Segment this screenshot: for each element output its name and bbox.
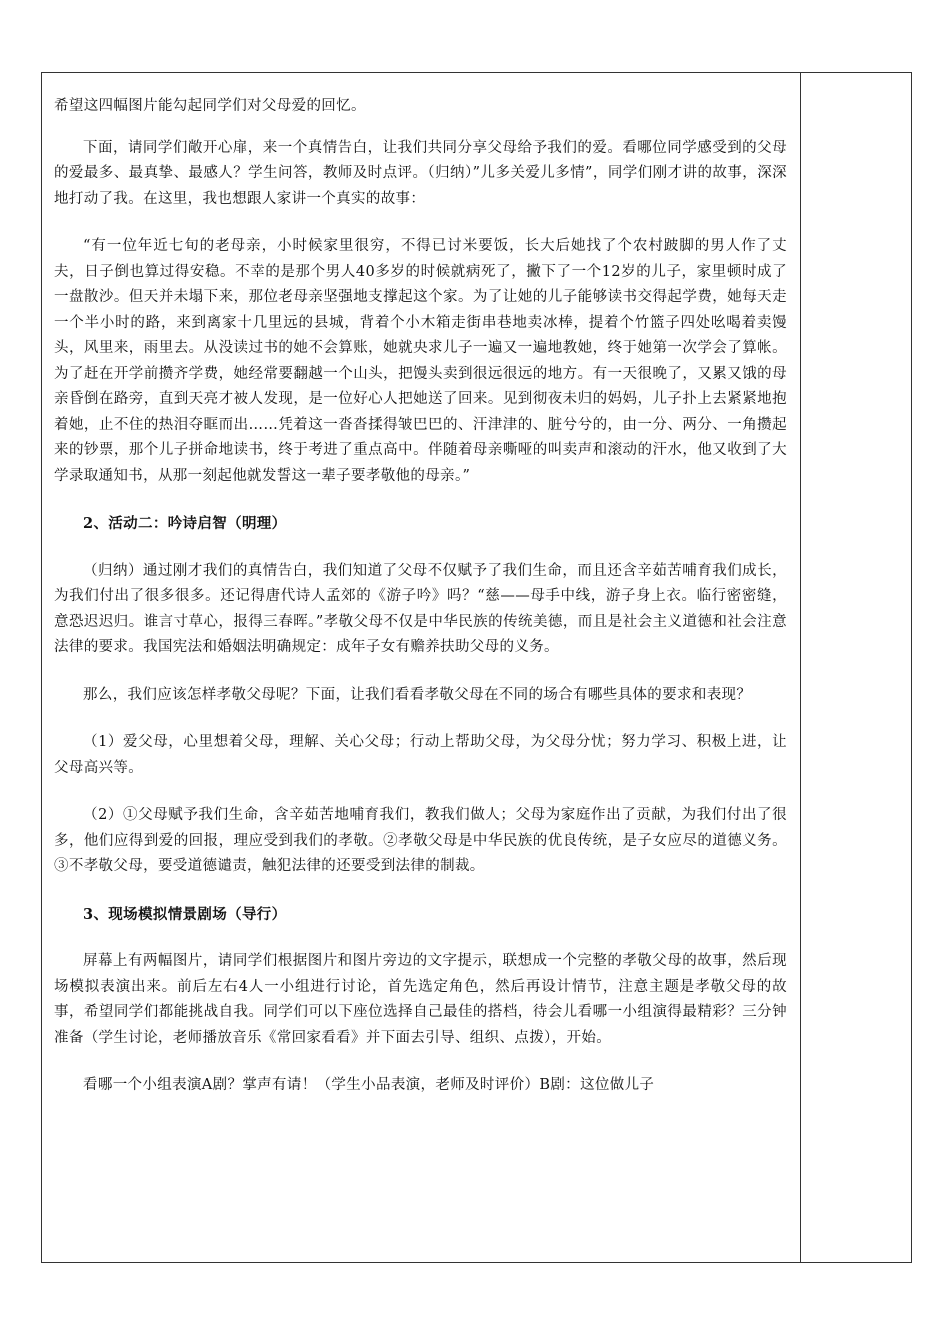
lesson-content [54,94,787,1099]
paragraph-share: 下面，请同学们敞开心扉，来一个真情告白，让我们共同分享父母给予我们的爱。看哪位同学感受到的父母的爱最多、最真挚、最感人？学生问答，教师及时点评。（归纳）”儿多关爱儿多情”，同学们刚才讲的故事，深深地打动了我。在这里，我也想跟人家讲一个真实的故事： [54,139,787,207]
paragraph-story: “有一位年近七旬的老母亲，小时候家里很穷，不得已讨米要饭，长大后她找了个农村跛脚的男人作了丈夫，日子倒也算过得安稳。不幸的是那个男人40多岁的时候就病死了，撇下了一个12岁的儿子，家里顿时成了一盘散沙。但天并未塌下来，那位老母亲坚强地支撑起这个家。为了让她的儿子能够读书交得起学费，她每天走一个半小时的路，来到离家十几里远的县城，背着个小木箱走街串巷地卖冰棒，提着个竹篮子四处吆喝着卖馒头，风里来，雨里去。从没读过书的她不会算账，她就央求儿子一遍又一遍地教她，终于她第一次学会了算帐。为了赶在开学前攒齐学费，她经常要翻越一个山头，把馒头卖到很远很远的地方。有一天很晚了，又累又饿的母亲昏倒在路旁，直到天亮才被人发现，是一位好心人把她送了回来。见到彻夜未归的妈妈，儿子扑上去紧紧地抱着她，止不住的热泪夺眶而出……凭着这一沓沓揉得皱巴巴的、汗津津的、脏兮兮的，由一分、两分、一角攒起来的钞票，那个儿子拼命地读书，终于考进了重点高中。伴随着母亲嘶哑的叫卖声和滚动的汗水，他又收到了大学录取通知书，从那一刻起他就发誓这一辈子要孝敬他的母亲。” [54,238,787,484]
paragraph-roleplay: 屏幕上有两幅图片，请同学们根据图片和图片旁边的文字提示，联想成一个完整的孝敬父母的故事，然后现场模拟表演出来。前后左右4人一小组进行讨论，首先选定角色，然后再设计情节，注意主题是孝敬父母的故事，希望同学们都能挑战自我。同学们可以下座位选择自己最佳的搭档，待会儿看哪一小组演得最精彩？三分钟准备（学生讨论，老师播放音乐《常回家看看》并下面去引导、组织、点拨），开始。 [54,953,787,1046]
paragraph-point-2: （2）①父母赋予我们生命，含辛茹苦地哺育我们，教我们做人；父母为家庭作出了贡献，为我们付出了很多，他们应得到爱的回报，理应受到我们的孝敬。②孝敬父母是中华民族的优良传统，是子女应尽的道德义务。③不孝敬父母，要受道德谴责，触犯法律的还要受到法律的制裁。 [54,807,787,874]
paragraph-intro: 希望这四幅图片能勾起同学们对父母爱的回忆。 [54,98,366,114]
paragraph-point-1: （1）爱父母，心里想着父母，理解、关心父母；行动上帮助父母，为父母分忧；努力学习、积极上进，让父母高兴等。 [54,734,787,776]
paragraph-performance: 看哪一个小组表演A剧？掌声有请！（学生小品表演，老师及时评价）B剧：这位做儿子 [83,1077,655,1093]
paragraph-question: 那么，我们应该怎样孝敬父母呢？下面，让我们看看孝敬父母在不同的场合有哪些具体的要求和表现？ [83,686,752,703]
lesson-table [41,72,912,1263]
heading-activity-2: 2、活动二：吟诗启智（明理） [83,515,287,532]
notes-column [801,73,911,1262]
paragraph-summary: （归纳）通过刚才我们的真情告白，我们知道了父母不仅赋予了我们生命，而且还含辛茹苦哺育我们成长，为我们付出了很多很多。还记得唐代诗人孟郊的《游子吟》吗？“慈——母手中线，游子身上衣。临行密密缝，意恐迟迟归。谁言寸草心，报得三春晖。”孝敬父母不仅是中华民族的传统美德，而且是社会主义道德和社会注意法律的要求。我国宪法和婚姻法明确规定：成年子女有赡养扶助父母的义务。 [54,562,787,655]
heading-activity-3: 3、现场模拟情景剧场（导行） [83,905,287,923]
